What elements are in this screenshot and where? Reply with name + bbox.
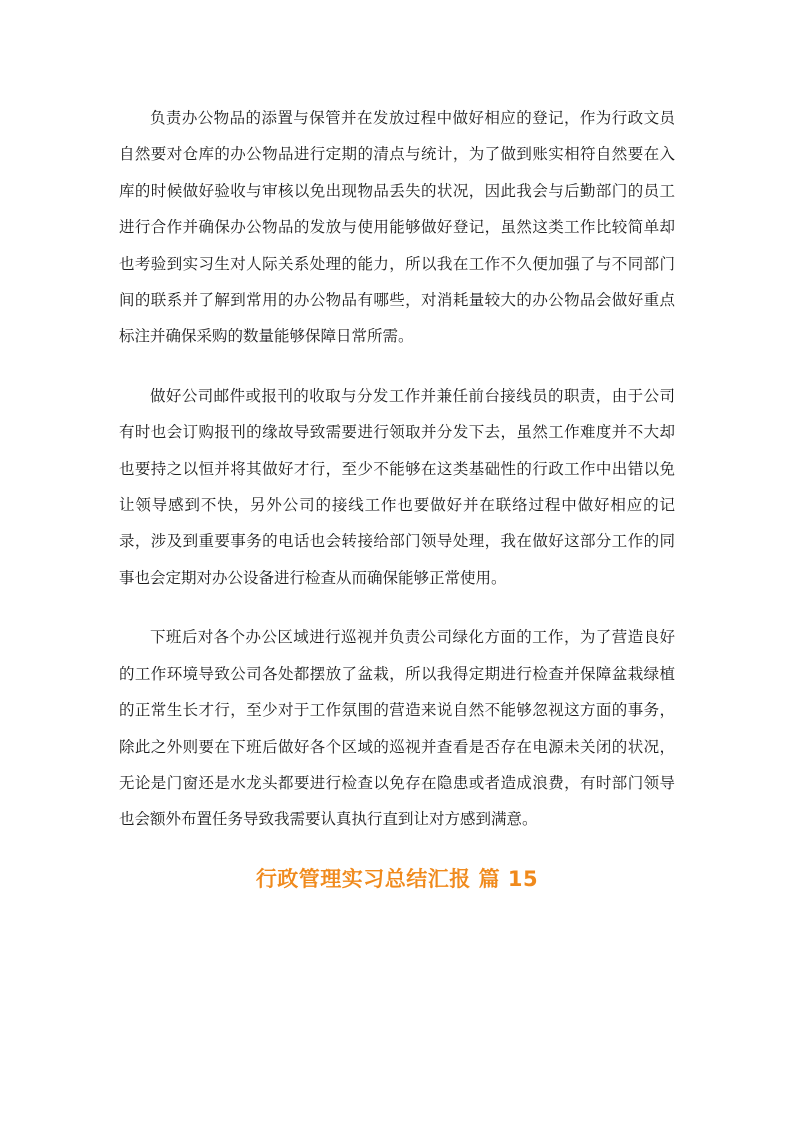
paragraph-patrol-and-greenery: 下班后对各个办公区域进行巡视并负责公司绿化方面的工作，为了营造良好的工作环境导致公司各处都摆放了盆栽，所以我得定期进行检查并保障盆栽绿植的正常生长才行，至少对于工作氛围的营造来说自然不能够忽视这方面的事务，除此之外则要在下班后做好各个区域的巡视并查看是否存在电源未关闭的状况，无论是门窗还是水龙头都要进行检查以免存在隐患或者造成浪费，有时部门领导也会额外布置任务导致我需要认真执行直到让对方感到满意。 — [119, 628, 675, 829]
document-body — [119, 100, 675, 897]
section-title: 行政管理实习总结汇报 篇 15 — [255, 866, 539, 891]
paragraph-office-supplies: 负责办公物品的添置与保管并在发放过程中做好相应的登记，作为行政文员自然要对仓库的办公物品进行定期的清点与统计，为了做到账实相符自然要在入库的时候做好验收与审核以免出现物品丢失的状况，因此我会与后勤部门的员工进行合作并确保办公物品的发放与使用能够做好登记，虽然这类工作比较简单却也考验到实习生对人际关系处理的能力，所以我在工作不久便加强了与不同部门间的联系并了解到常用的办公物品有哪些，对消耗量较大的办公物品会做好重点标注并确保采购的数量能够保障日常所需。 — [119, 109, 675, 346]
paragraph-mail-and-reception: 做好公司邮件或报刊的收取与分发工作并兼任前台接线员的职责，由于公司有时也会订购报刊的缘故导致需要进行领取并分发下去，虽然工作难度并不大却也要持之以恒并将其做好才行，至少不能够在这类基础性的行政工作中出错以免让领导感到不快，另外公司的接线工作也要做好并在联络过程中做好相应的记录，涉及到重要事务的电话也会转接给部门领导处理，我在做好这部分工作的同事也会定期对办公设备进行检查从而确保能够正常使用。 — [119, 386, 675, 587]
